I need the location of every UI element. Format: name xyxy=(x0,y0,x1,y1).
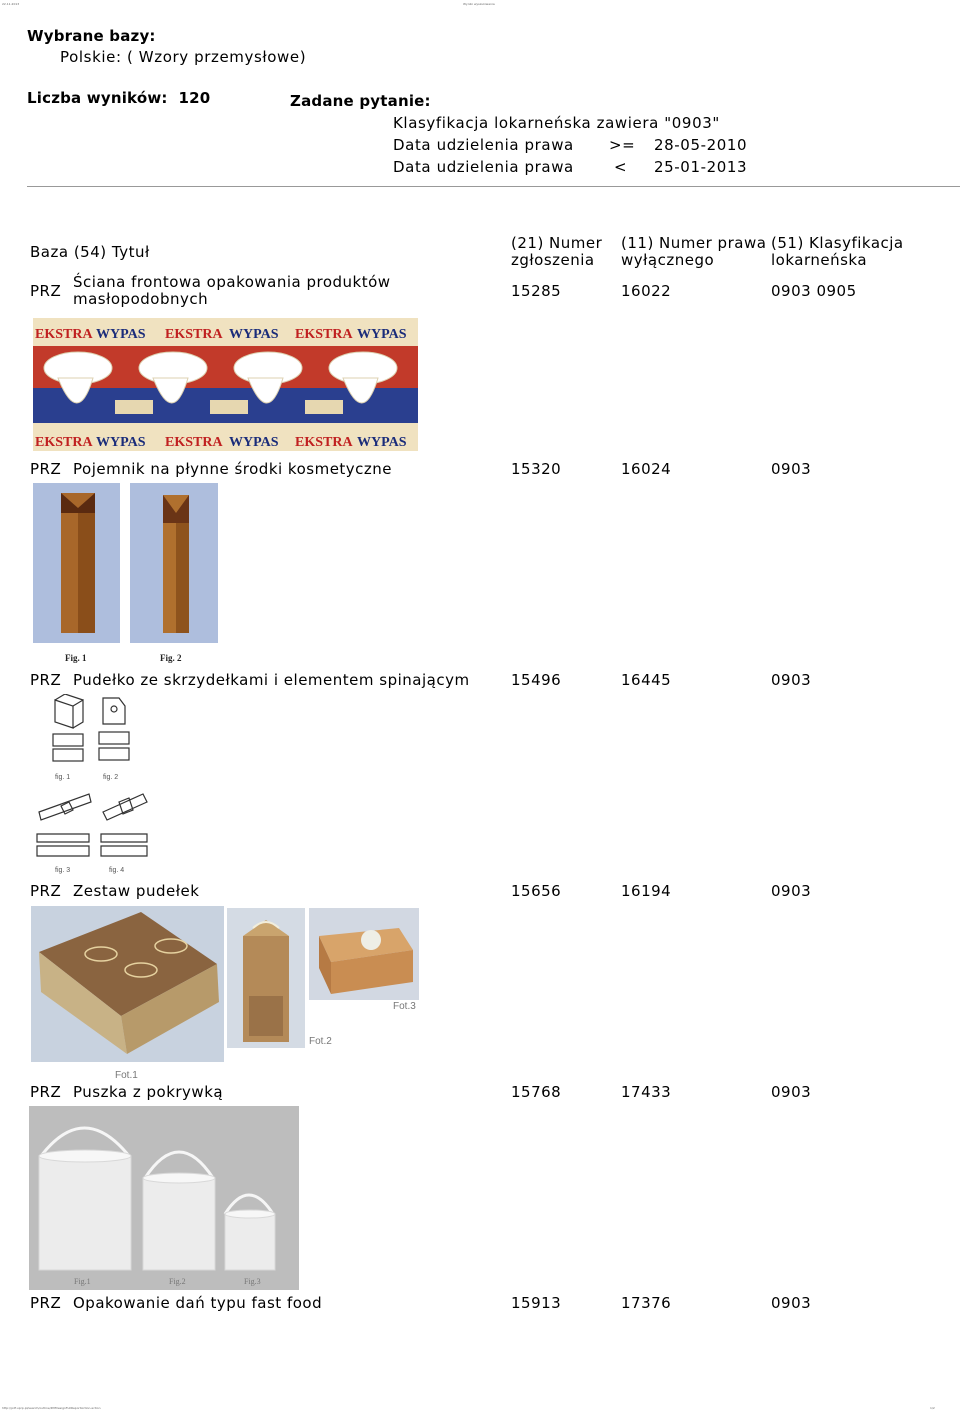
design-image-cosmetic-container[interactable] xyxy=(33,483,218,666)
row-1-excl-no: 16022 xyxy=(621,282,672,300)
row-1-title[interactable]: Ściana frontowa opakowania produktów masłopodobnych xyxy=(73,273,391,308)
selected-databases-label: Wybrane bazy: xyxy=(27,27,156,45)
fig-3-caption: fig. 3 xyxy=(55,867,71,874)
print-page-title: Wyniki wyszukiwania xyxy=(463,2,495,6)
row-5-excl-no: 17433 xyxy=(621,1083,672,1101)
row-6-app-no: 15913 xyxy=(511,1294,562,1312)
col-header-base-title: Baza (54) Tytuł xyxy=(30,243,150,261)
row-6-excl-no: 17376 xyxy=(621,1294,672,1312)
fig-2-caption: fig. 2 xyxy=(103,774,119,781)
wypas-text: WYPAS xyxy=(229,327,279,342)
col-header-class: (51) Klasyfikacja lokarneńska xyxy=(771,234,904,269)
row-3-base: PRZ xyxy=(30,671,62,689)
row-5-app-no: 15768 xyxy=(511,1083,562,1101)
ekstra-text: EKSTRA xyxy=(165,327,223,342)
wypas-text: WYPAS xyxy=(357,435,407,450)
row-2-title[interactable]: Pojemnik na płynne środki kosmetyczne xyxy=(73,460,393,478)
row-1-class: 0903 0905 xyxy=(771,282,857,300)
cans-graphic xyxy=(29,1106,299,1290)
row-4-excl-no: 16194 xyxy=(621,882,672,900)
row-3-excl-no: 16445 xyxy=(621,671,672,689)
wypas-text: WYPAS xyxy=(96,435,146,450)
winged-box-graphic xyxy=(33,694,158,878)
cosmetic-container-graphic xyxy=(33,483,218,666)
ekstra-text: EKSTRA xyxy=(295,327,353,342)
fig-2-caption: Fig.2 xyxy=(169,1277,186,1286)
design-image-box-set[interactable] xyxy=(31,906,419,1081)
design-image-cans[interactable] xyxy=(29,1106,299,1290)
col-header-excl-no: (11) Numer prawa wyłącznego xyxy=(621,234,767,269)
row-2-class: 0903 xyxy=(771,460,812,478)
row-4-base: PRZ xyxy=(30,882,62,900)
query-line-3-op: < xyxy=(614,158,628,176)
row-3-app-no: 15496 xyxy=(511,671,562,689)
row-1-app-no: 15285 xyxy=(511,282,562,300)
results-count-label: Liczba wyników: 120 xyxy=(27,89,211,107)
print-url: http://pdf.uprp.pl/search/outline/PdfDesignFullReportAction.action xyxy=(2,1406,101,1410)
ekstra-text: EKSTRA xyxy=(295,435,353,450)
fig-4-caption: fig. 4 xyxy=(109,867,125,874)
col-header-app-no: (21) Numer zgłoszenia xyxy=(511,234,603,269)
print-date: 22.11.2013 xyxy=(2,2,20,6)
results-count: 120 xyxy=(178,89,211,107)
fig-1-caption: fig. 1 xyxy=(55,774,71,781)
box-set-graphic xyxy=(31,906,419,1081)
row-6-class: 0903 xyxy=(771,1294,812,1312)
design-image-winged-box[interactable] xyxy=(33,694,158,878)
wypas-text: WYPAS xyxy=(96,327,146,342)
row-3-class: 0903 xyxy=(771,671,812,689)
row-6-title[interactable]: Opakowanie dań typu fast food xyxy=(73,1294,323,1312)
row-2-app-no: 15320 xyxy=(511,460,562,478)
wypas-text: WYPAS xyxy=(357,327,407,342)
row-6-base: PRZ xyxy=(30,1294,62,1312)
row-2-excl-no: 16024 xyxy=(621,460,672,478)
row-3-title[interactable]: Pudełko ze skrzydełkami i elementem spinającym xyxy=(73,671,470,689)
row-1-base: PRZ xyxy=(30,282,62,300)
query-line-2-field: Data udzielenia prawa xyxy=(393,136,574,154)
fig-2-caption: Fig. 2 xyxy=(160,653,182,663)
query-line-1: Klasyfikacja lokarneńska zawiera "0903" xyxy=(393,114,720,132)
fig-3-caption: Fig.3 xyxy=(244,1277,261,1286)
fig-1-caption: Fig.1 xyxy=(74,1277,91,1286)
query-line-2-op: >= xyxy=(609,136,636,154)
row-4-class: 0903 xyxy=(771,882,812,900)
query-line-3-value: 25-01-2013 xyxy=(654,158,748,176)
fig-1-caption: Fig. 1 xyxy=(65,653,87,663)
query-line-3-field: Data udzielenia prawa xyxy=(393,158,574,176)
fot-3-caption: Fot.3 xyxy=(393,1001,416,1012)
header-divider xyxy=(27,186,960,187)
design-image-butter-wrapper[interactable] xyxy=(33,318,418,451)
butter-wrapper-graphic xyxy=(33,318,418,451)
row-5-base: PRZ xyxy=(30,1083,62,1101)
row-4-app-no: 15656 xyxy=(511,882,562,900)
query-label: Zadane pytanie: xyxy=(290,92,431,110)
row-5-class: 0903 xyxy=(771,1083,812,1101)
fot-2-caption: Fot.2 xyxy=(309,1036,332,1047)
print-page-number: 1/2 xyxy=(930,1406,935,1410)
query-line-2-value: 28-05-2010 xyxy=(654,136,748,154)
wypas-text: WYPAS xyxy=(229,435,279,450)
row-2-base: PRZ xyxy=(30,460,62,478)
selected-databases-value: Polskie: ( Wzory przemysłowe) xyxy=(60,48,307,66)
ekstra-text: EKSTRA xyxy=(165,435,223,450)
ekstra-text: EKSTRA xyxy=(35,327,93,342)
ekstra-text: EKSTRA xyxy=(35,435,93,450)
fot-1-caption: Fot.1 xyxy=(115,1070,138,1081)
row-5-title[interactable]: Puszka z pokrywką xyxy=(73,1083,224,1101)
row-4-title[interactable]: Zestaw pudełek xyxy=(73,882,200,900)
